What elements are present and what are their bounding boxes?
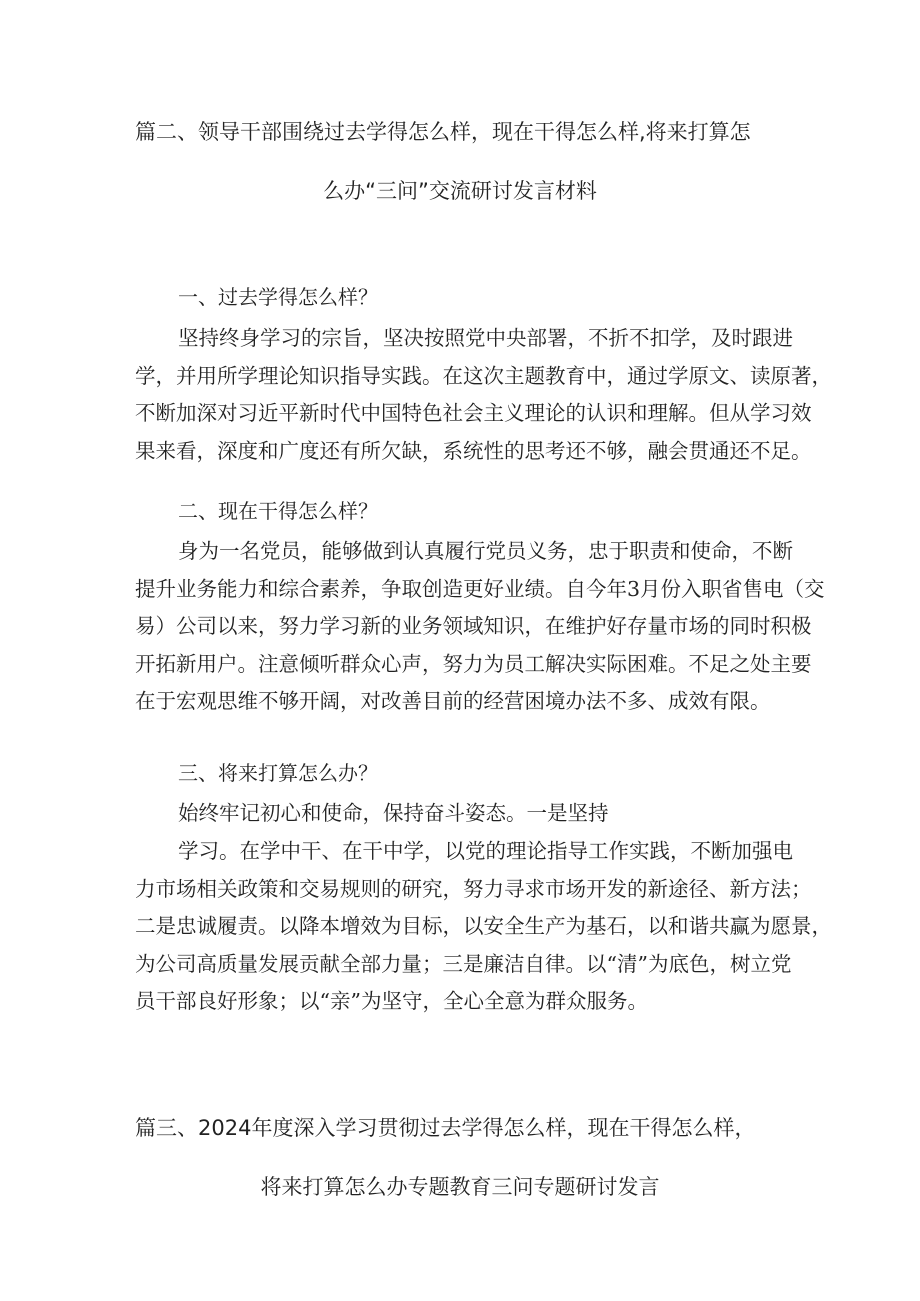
paragraph-line: 始终牢记初心和使命，保持奋斗姿态。一是坚持 bbox=[178, 801, 609, 825]
part2-heading: 二、现在干得怎么样？ bbox=[178, 499, 378, 523]
paragraph-line: 易）公司以来，努力学习新的业务领域知识，在维护好存量市场的同时积极 bbox=[135, 614, 812, 639]
part3-heading: 三、将来打算怎么办？ bbox=[178, 761, 378, 785]
paragraph-line: 二是忠诚履责。以降本增效为目标，以安全生产为基石，以和谐共赢为愿景， bbox=[135, 914, 832, 939]
paragraph-line: 员干部良好形象；以“亲”为坚守，全心全意为群众服务。 bbox=[135, 989, 648, 1014]
section3-title-line1: 篇三、2024年度深入学习贯彻过去学得怎么样，现在干得怎么样， bbox=[135, 1116, 756, 1140]
section2-title-line1: 篇二、领导干部围绕过去学得怎么样，现在干得怎么样,将来打算怎 bbox=[135, 120, 751, 144]
paragraph-line: 学习。在学中干、在干中学，以党的理论指导工作实践，不断加强电 bbox=[178, 839, 793, 863]
paragraph-line: 身为一名党员，能够做到认真履行党员义务，忠于职责和使命，不断 bbox=[178, 539, 793, 563]
part2-paragraph bbox=[135, 533, 825, 721]
section2-title-line2: 么办“三问”交流研讨发言材料 bbox=[323, 179, 597, 203]
paragraph-line: 开拓新用户。注意倾听群众心声，努力为员工解决实际困难。不足之处主要 bbox=[135, 651, 812, 676]
section3-title-line2: 将来打算怎么办专题教育三问专题研讨发言 bbox=[260, 1175, 660, 1199]
paragraph-line: 在于宏观思维不够开阔，对改善目前的经营困境办法不多、成效有限。 bbox=[135, 689, 771, 714]
paragraph-line: 不断加深对习近平新时代中国特色社会主义理论的认识和理解。但从学习效 bbox=[135, 401, 812, 426]
part1-paragraph bbox=[135, 320, 832, 470]
paragraph-line: 坚持终身学习的宗旨，坚决按照党中央部署，不折不扣学，及时跟进 bbox=[178, 326, 793, 350]
paragraph-line: 力市场相关政策和交易规则的研究，努力寻求市场开发的新途径、新方法； bbox=[135, 876, 812, 901]
part3-paragraph bbox=[135, 833, 832, 1021]
part3-intro bbox=[135, 795, 791, 833]
paragraph-line: 学，并用所学理论知识指导实践。在这次主题教育中，通过学原文、读原著， bbox=[135, 363, 832, 388]
paragraph-line: 为公司高质量发展贡献全部力量；三是廉洁自律。以“清”为底色，树立党 bbox=[135, 951, 792, 976]
paragraph-line: 果来看，深度和广度还有所欠缺，系统性的思考还不够，融会贯通还不足。 bbox=[135, 438, 812, 463]
paragraph-line: 提升业务能力和综合素养，争取创造更好业绩。自今年3月份入职省售电（交 bbox=[135, 576, 825, 601]
part1-heading: 一、过去学得怎么样？ bbox=[178, 285, 378, 309]
